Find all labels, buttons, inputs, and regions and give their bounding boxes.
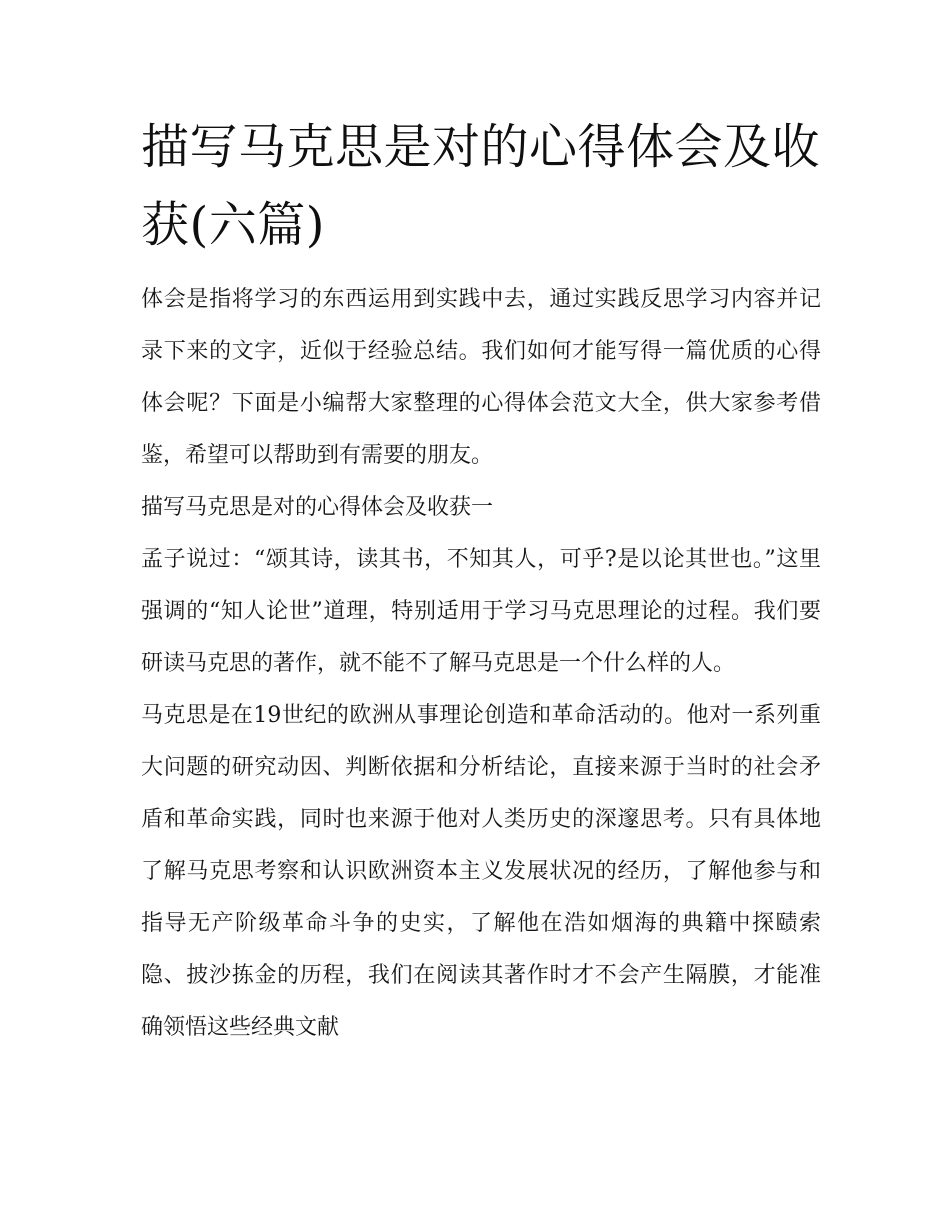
- body-paragraph: 孟子说过：“颂其诗，读其书，不知其人，可乎?是以论其世也。”这里强调的“知人论世”道理，特别适用于学习马克思理论的过程。我们要研读马克思的著作，就不能不了解马克思是一个什么样的人。: [141, 547, 821, 676]
- body-paragraph: 马克思是在19世纪的欧洲从事理论创造和革命活动的。他对一系列重大问题的研究动因、判断依据和分析结论，直接来源于当时的社会矛盾和革命实践，同时也来源于他对人类历史的深邃思考。只有具体地了解马克思考察和认识欧洲资本主义发展状况的经历，了解他参与和指导无产阶级革命斗争的史实，了解他在浩如烟海的典籍中探赜索隐、披沙拣金的历程，我们在阅读其著作时才不会产生隔膜，才能准确领悟这些经典文献: [141, 703, 821, 1040]
- document-body: [141, 108, 821, 1054]
- document-title: 描写马克思是对的心得体会及收获(六篇): [141, 119, 821, 253]
- section-heading: 描写马克思是对的心得体会及收获一: [141, 495, 494, 520]
- intro-paragraph: 体会是指将学习的东西运用到实践中去，通过实践反思学习内容并记录下来的文字，近似于经验总结。我们如何才能写得一篇优质的心得体会呢？下面是小编帮大家整理的心得体会范文大全，供大家参考借鉴，希望可以帮助到有需要的朋友。: [141, 287, 821, 468]
